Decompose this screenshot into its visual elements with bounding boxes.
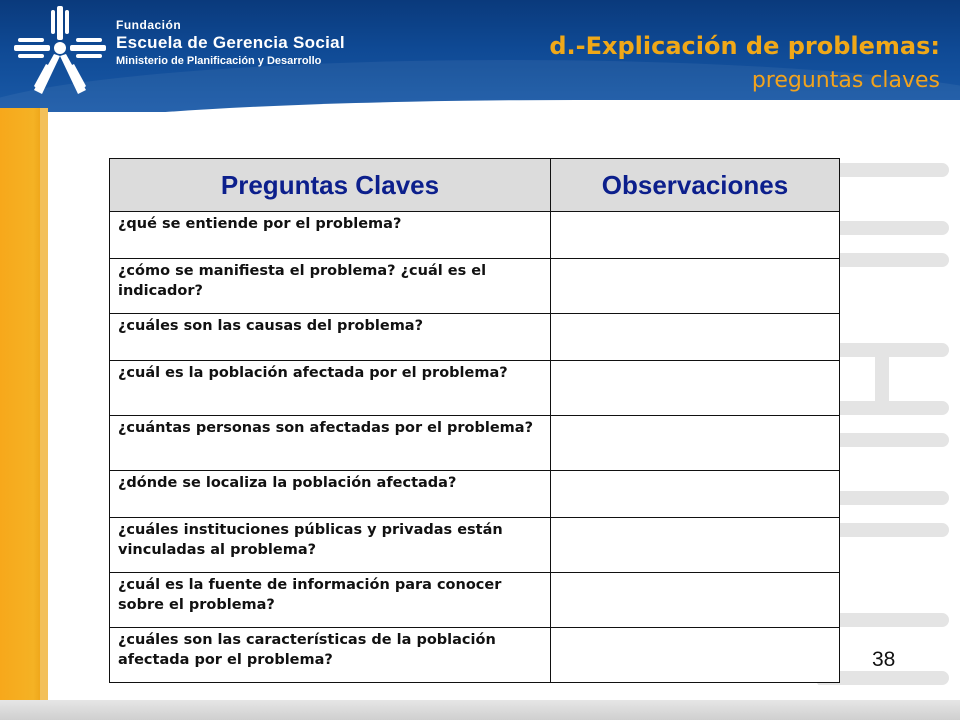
question-cell: ¿cómo se manifiesta el problema? ¿cuál es el indicador? [110, 259, 551, 314]
organization-line-2: Escuela de Gerencia Social [116, 33, 345, 52]
observation-cell [551, 628, 840, 683]
observation-cell [551, 416, 840, 471]
question-cell: ¿cuáles son las causas del problema? [110, 314, 551, 361]
observation-cell [551, 361, 840, 416]
table-header-row [110, 159, 840, 212]
logo-emblem-icon [10, 4, 110, 100]
observation-cell [551, 259, 840, 314]
bottom-band [0, 700, 960, 720]
observation-cell [551, 471, 840, 518]
question-cell: ¿dónde se localiza la población afectada? [110, 471, 551, 518]
header-key-questions: Preguntas Claves [110, 159, 551, 212]
header-observations: Observaciones [551, 159, 840, 212]
observation-cell [551, 314, 840, 361]
organization-name [116, 18, 345, 67]
question-cell: ¿cuáles instituciones públicas y privadas están vinculadas al problema? [110, 518, 551, 573]
table-row [110, 259, 840, 314]
table-row [110, 212, 840, 259]
question-cell: ¿cuántas personas son afectadas por el problema? [110, 416, 551, 471]
observation-cell [551, 212, 840, 259]
table-row [110, 518, 840, 573]
slide-title [520, 32, 940, 96]
organization-line-3: Ministerio de Planificación y Desarrollo [116, 55, 322, 67]
table-row [110, 416, 840, 471]
table-row [110, 361, 840, 416]
page-number: 38 [872, 648, 896, 671]
slide-title-main: d.-Explicación de problemas: [549, 32, 940, 60]
slide-title-sub: preguntas claves [751, 68, 940, 93]
question-cell: ¿cuál es la fuente de información para conocer sobre el problema? [110, 573, 551, 628]
table-row [110, 628, 840, 683]
organization-line-1: Fundación [116, 18, 182, 32]
observation-cell [551, 518, 840, 573]
table-row [110, 471, 840, 518]
left-accent-highlight [40, 108, 48, 720]
observation-cell [551, 573, 840, 628]
table-row [110, 314, 840, 361]
question-cell: ¿qué se entiende por el problema? [110, 212, 551, 259]
question-cell: ¿cuál es la población afectada por el problema? [110, 361, 551, 416]
question-cell: ¿cuáles son las características de la población afectada por el problema? [110, 628, 551, 683]
table-row [110, 573, 840, 628]
key-questions-table [109, 158, 840, 683]
